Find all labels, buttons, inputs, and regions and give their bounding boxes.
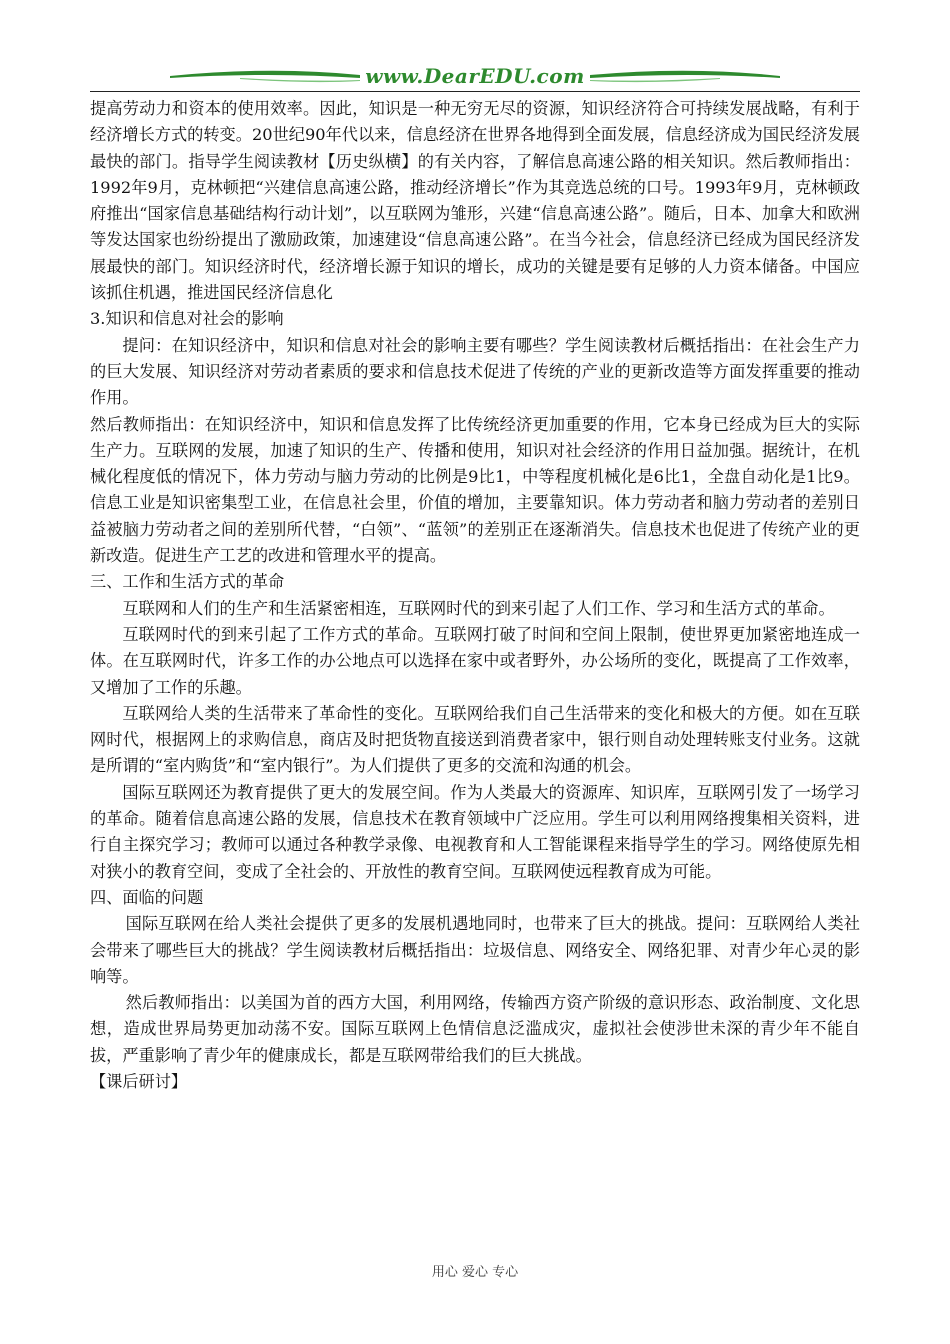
section-heading-3: 3.知识和信息对社会的影响	[90, 309, 284, 329]
paragraph-education: 国际互联网还为教育提供了更大的发展空间。作为人类最大的资源库、知识库，互联网引发了一场学习的革命。随着信息高速公路的发展，信息技术在教育领域中广泛应用。学生可以利用网络搜集相关资料，进行自主探究学习；教师可以通过各种教学录像、电视教育和人工智能课程来指导学生的学习。网络使原先相对狭小的教育空间，变成了全社会的、开放性的教育空间。互联网使远程教育成为可能。	[90, 782, 860, 881]
paragraph-question-impact: 提问：在知识经济中，知识和信息对社会的影响主要有哪些？学生阅读教材后概括指出：在社会生产力的巨大发展、知识经济对劳动者素质的要求和信息技术促进了传统的产业的更新改造等方面发挥重要的推动作用。	[90, 335, 860, 408]
section-heading-work-life: 三、工作和生活方式的革命	[90, 572, 285, 592]
document-body	[90, 96, 860, 1095]
paragraph-knowledge-economy: 提高劳动力和资本的使用效率。因此，知识是一种无穷无尽的资源，知识经济符合可持续发展战略，有利于经济增长方式的转变。20世纪90年代以来，信息经济在世界各地得到全面发展，信息经济成为国民经济发展最快的部门。指导学生阅读教材【历史纵横】的有关内容，了解信息高速公路的相关知识。然后教师指出：1992年9月，克林顿把“兴建信息高速公路，推动经济增长”作为其竞选总统的口号。1993年9月，克林顿政府推出“国家信息基础结构行动计划”，以互联网为雏形，兴建“信息高速公路”。随后，日本、加拿大和欧洲等发达国家也纷纷提出了激励政策，加速建设“信息高速公路”。在当今社会，信息经济已经成为国民经济发展最快的部门。知识经济时代，经济增长源于知识的增长，成功的关键是要有足够的人力资本储备。中国应该抓住机遇，推进国民经济信息化	[90, 99, 860, 303]
section-heading-after-class: 【课后研讨】	[90, 1071, 188, 1091]
paragraph-teacher-challenges: 然后教师指出：以美国为首的西方大国，利用网络，传输西方资产阶级的意识形态、政治制度、文化思想，造成世界局势更加动荡不安。国际互联网上色情信息泛滥成灾，虚拟社会使涉世未深的青少年不能自拔，严重影响了青少年的健康成长，都是互联网带给我们的巨大挑战。	[90, 993, 860, 1065]
paragraph-internet-life: 互联网和人们的生产和生活紧密相连，互联网时代的到来引起了人们工作、学习和生活方式的革命。	[122, 598, 835, 618]
section-heading-problems: 四、面临的问题	[90, 887, 204, 907]
paragraph-teacher-points: 然后教师指出：在知识经济中，知识和信息发挥了比传统经济更加重要的作用，它本身已经成为巨大的实际生产力。互联网的发展，加速了知识的生产、传播和使用，知识对社会经济的作用日益加强。据统计，在机械化程度低的情况下，体力劳动与脑力劳动的比例是9比1，中等程度机械化是6比1，全盘自动化是1比9。信息工业是知识密集型工业，在信息社会里，价值的增加，主要靠知识。体力劳动者和脑力劳动者的差别日益被脑力劳动者之间的差别所代替，“白领”、“蓝领”的差别正在逐渐消失。信息技术也促进了传统产业的更新改造。促进生产工艺的改进和管理水平的提高。	[90, 414, 860, 566]
paragraph-work-revolution: 互联网时代的到来引起了工作方式的革命。互联网打破了时间和空间上限制，使世界更加紧密地连成一体。在互联网时代，许多工作的办公地点可以选择在家中或者野外，办公场所的变化，既提高了工作效率，又增加了工作的乐趣。	[90, 624, 860, 697]
paragraph-life-revolution: 互联网给人类的生活带来了革命性的变化。互联网给我们自己生活带来的变化和极大的方便。如在互联网时代，根据网上的求购信息，商店及时把货物直接送到消费者家中，银行则自动处理转账支付业务。这就是所谓的“室内购货”和“室内银行”。为人们提供了更多的交流和沟通的机会。	[90, 703, 860, 776]
site-name[interactable]: www.DearEDU.com	[365, 64, 585, 88]
paragraph-challenges: 国际互联网在给人类社会提供了更多的发展机遇地同时，也带来了巨大的挑战。提问：互联网给人类社会带来了哪些巨大的挑战？学生阅读教材后概括指出：垃圾信息、网络安全、网络犯罪、对青少年心灵的影响等。	[90, 914, 860, 986]
page-header	[90, 62, 860, 92]
header-rule	[90, 91, 860, 92]
page-footer: 用心 爱心 专心	[431, 1265, 519, 1280]
